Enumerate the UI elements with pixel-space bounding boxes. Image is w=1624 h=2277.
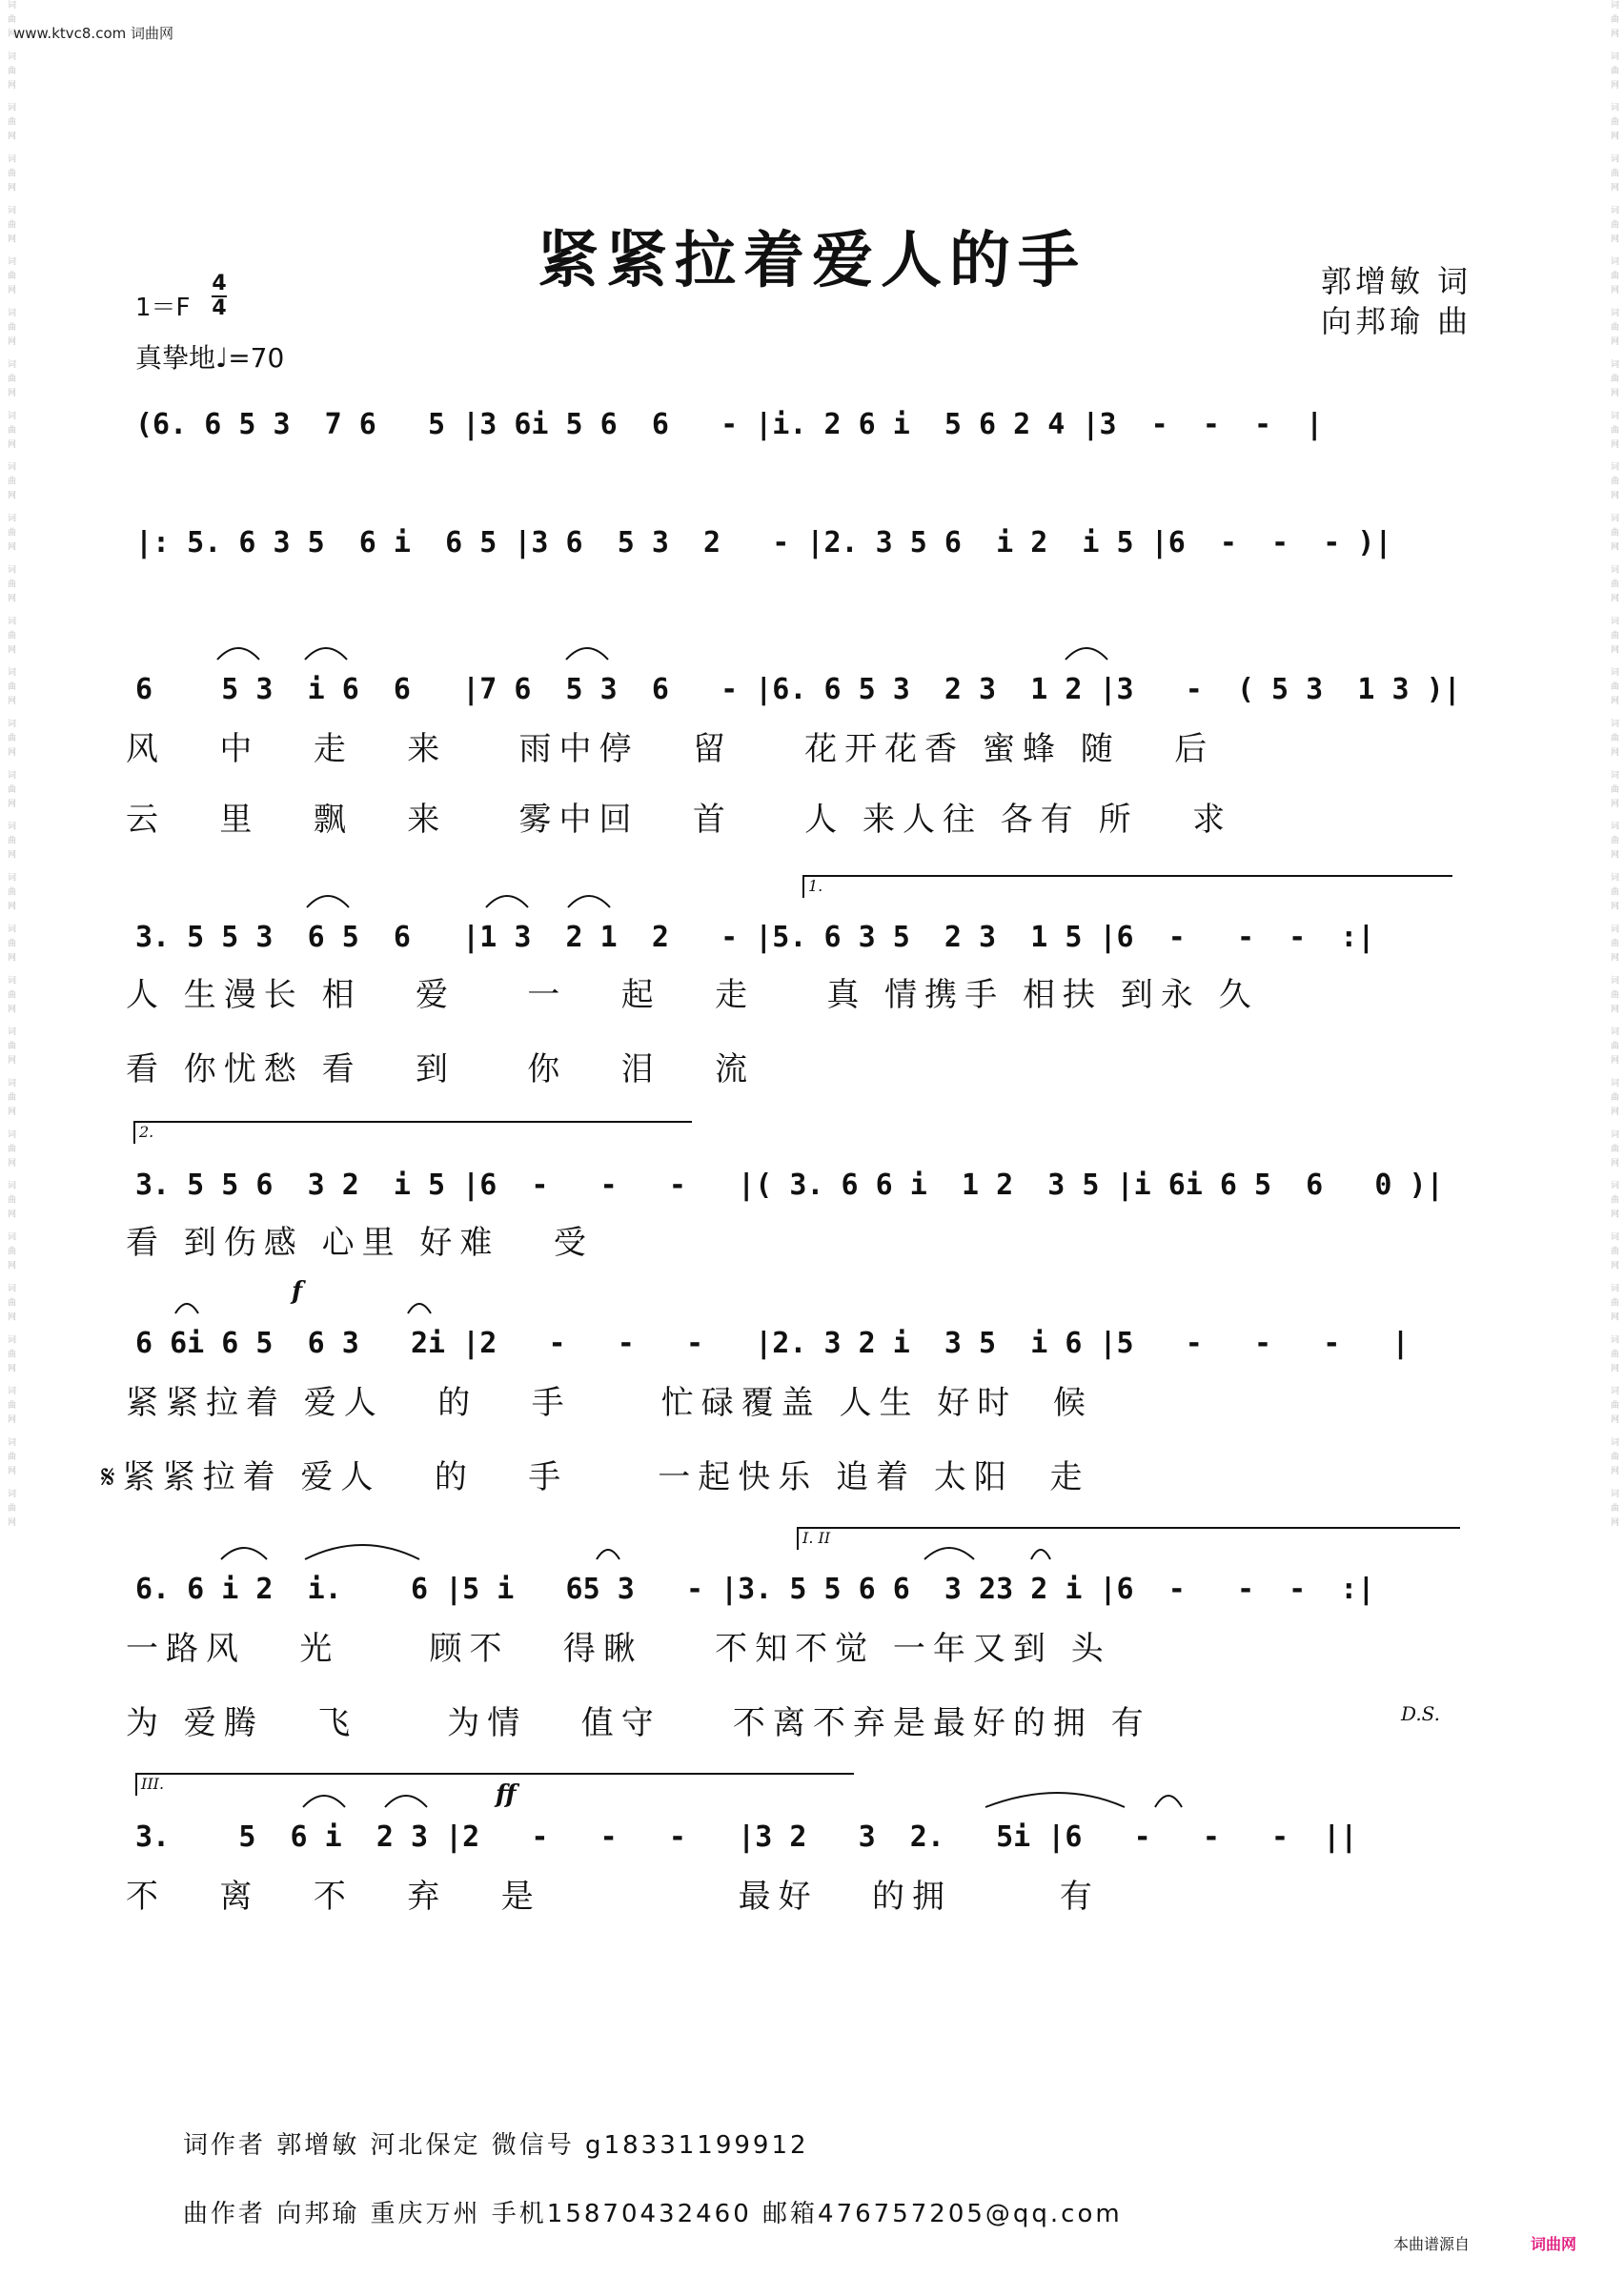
brand-link[interactable]: 词曲网 [1531,2235,1577,2253]
notation-line-1: 6 5 3 i 6 6 |7 6 5 3 6 - |6. 6 5 3 2 3 1 2 |3 - ( 5 3 1 3 )| [135,673,1461,706]
lyricist-credit: 郭增敏 词 [1321,263,1472,299]
slur [985,1793,1125,1807]
lyricist-info: 词作者 郭增敏 河北保定 微信号 g18331199912 [183,2131,809,2160]
intro-line-1: (6. 6 5 3 7 6 5 |3 6i 5 6 6 - |i. 2 6 i 5 6 2 4 |3 - - - | [135,408,1324,441]
dal-segno-marking: D.S. [1401,1702,1441,1725]
notation-line-4: 6 6i 6 5 6 3 2i |2 - - - |2. 3 2 i 3 5 i 6 |5 - - - | [135,1327,1410,1360]
slur [1031,1550,1050,1559]
volta-1: 1. [802,875,1452,898]
lyric-1-verse-2: 云 里 飘 来 雾中回 首 人 来人往 各有 所 求 [126,801,1232,839]
composer-credit: 向邦瑜 曲 [1321,303,1472,339]
slur [385,1796,427,1807]
notation-line-3: 3. 5 5 6 3 2 i 5 |6 - - - |( 3. 6 6 i 1 2 3 5 |i 6i 6 5 6 0 )| [135,1169,1444,1202]
dynamic-ff: ff [496,1780,517,1809]
slur [175,1304,198,1313]
slur [303,1796,345,1807]
left-watermark-strip: 词曲网 词曲网 词曲网 词曲网 词曲网 词曲网 词曲网 词曲网 词曲网 词曲网 词曲网 词曲网 词曲网 词曲网 词曲网 词曲网 词曲网 词曲网 词曲网 词曲网 词曲网 词曲网 词曲网 词曲网 词曲网 词曲网 词曲网 词曲网 词曲网 词曲网 [6,0,15,1532]
volta-3: I. II [797,1527,1460,1550]
intro-line-2: |: 5. 6 3 5 6 i 6 5 |3 6 5 3 2 - |2. 3 5 6 i 2 i 5 |6 - - - )| [135,526,1392,559]
lyric-6-verse-1: 不 离 不 弃 是 最好 的拥 有 [126,1878,1100,1916]
lyric-5-verse-2: 为 爱腾 飞 为情 值守 不离不弃是最好的拥 有 [126,1704,1151,1742]
lyric-5-verse-1: 一路风 光 顾不 得瞅 不知不觉 一年又到 头 [126,1630,1111,1668]
slur [568,896,610,907]
slur [408,1304,431,1313]
notation-line-2: 3. 5 5 3 6 5 6 |1 3 2 1 2 - |5. 6 3 5 2 3 1 5 |6 - - - :| [135,921,1375,954]
time-signature [212,274,227,319]
slur [217,648,259,660]
slur [221,1548,267,1559]
slur [486,896,528,907]
lyric-3-verse-1: 看 到伤感 心里 好难 受 [126,1224,594,1262]
volta-2: 2. [133,1121,692,1144]
notation-line-5: 6. 6 i 2 i. 6 |5 i 65 3 - |3. 5 5 6 6 3 23 2 i |6 - - - :| [135,1573,1375,1606]
key-signature: 1＝F [135,294,191,322]
slur [307,896,349,907]
volta-4: III. [135,1773,854,1796]
composer-info: 曲作者 向邦瑜 重庆万州 手机15870432460 邮箱476757205@qq.com [183,2200,1123,2228]
lyric-1-verse-1: 风 中 走 来 雨中停 留 花开花香 蜜蜂 随 后 [126,730,1215,768]
site-url[interactable]: www.ktvc8.com 词曲网 [13,25,174,42]
slur [597,1550,619,1559]
notation-line-6: 3. 5 6 i 2 3 |2 - - - |3 2 3 2. 5i |6 - - - || [135,1820,1358,1854]
source-note: 本曲谱源自 [1393,2235,1471,2253]
lyric-2-verse-1: 人 生漫长 相 爱 一 起 走 真 情携手 相扶 到永 久 [126,976,1259,1014]
time-bottom: 4 [212,296,227,320]
fermata [1155,1796,1182,1807]
dynamic-f: f [292,1277,303,1306]
time-top: 4 [212,272,227,295]
page-title: 紧紧拉着爱人的手 [538,225,1086,296]
slur [305,648,347,660]
slur [1066,648,1107,660]
lyric-2-verse-2: 看 你忧愁 看 到 你 泪 流 [126,1050,756,1088]
right-watermark-strip: 词曲网 词曲网 词曲网 词曲网 词曲网 词曲网 词曲网 词曲网 词曲网 词曲网 词曲网 词曲网 词曲网 词曲网 词曲网 词曲网 词曲网 词曲网 词曲网 词曲网 词曲网 词曲网 词曲网 词曲网 词曲网 词曲网 词曲网 词曲网 词曲网 词曲网 [1609,0,1618,1532]
lyric-4-verse-1: 紧紧拉着 爱人 的 手 忙碌覆盖 人生 好时 候 [126,1384,1093,1422]
slur [566,648,608,660]
lyric-4-verse-2: 𝄋紧紧拉着 爱人 的 手 一起快乐 追着 太阳 走 [101,1458,1090,1496]
slur [305,1545,419,1559]
tempo-marking: 真挚地♩=70 [135,342,285,374]
